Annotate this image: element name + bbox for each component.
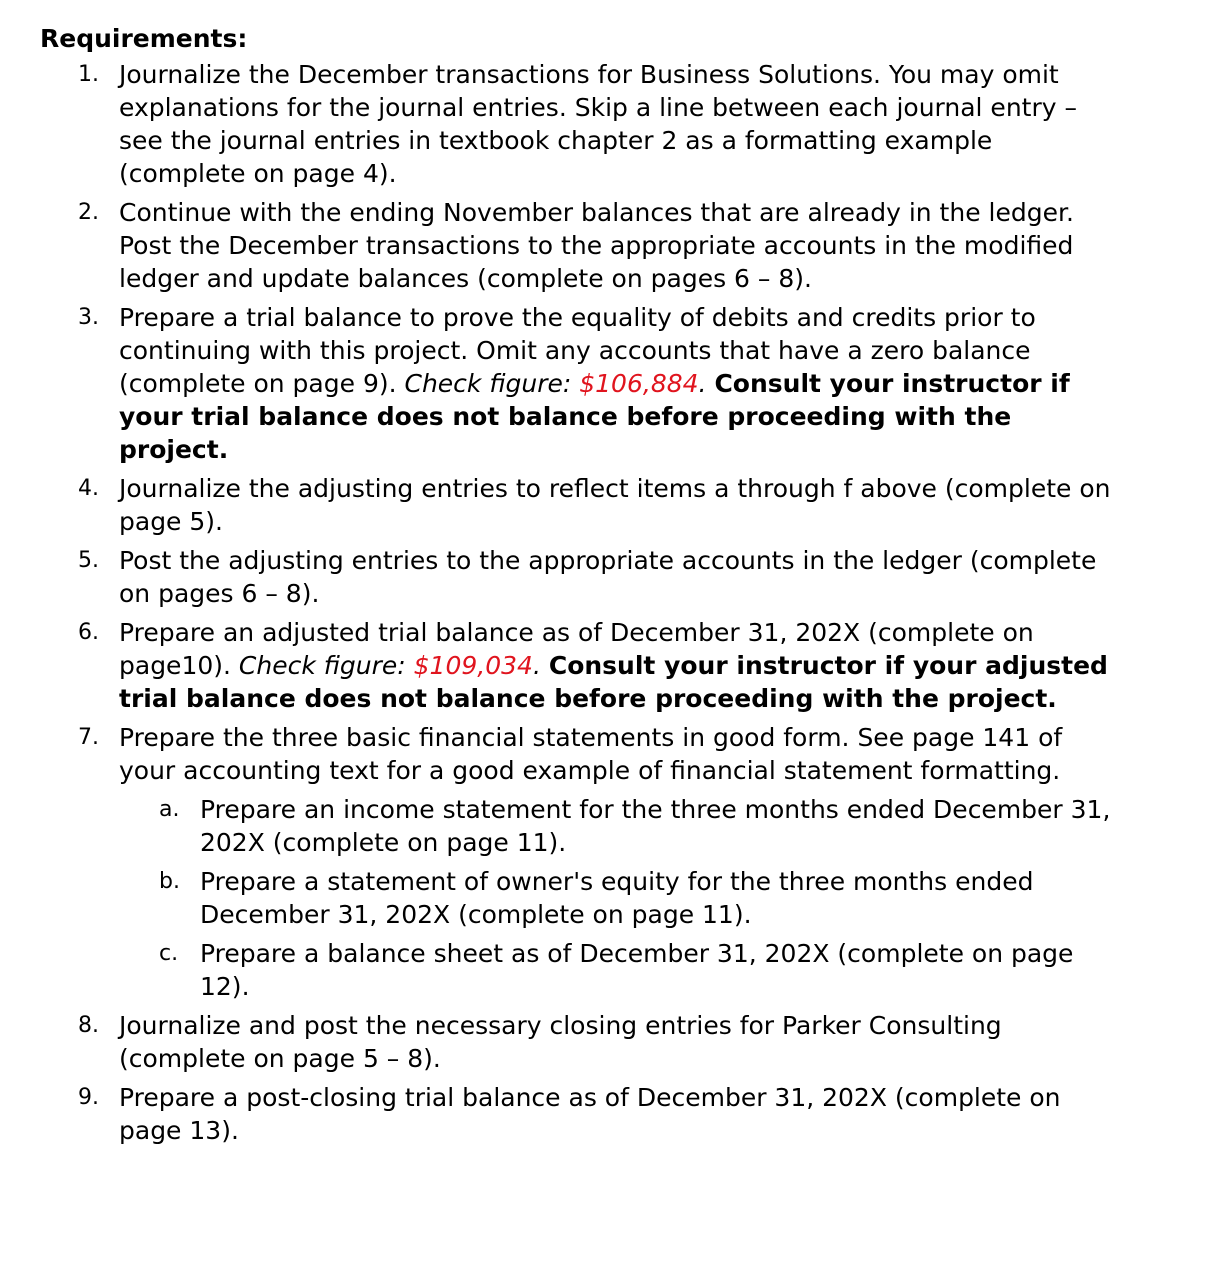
requirements-heading: Requirements:	[40, 24, 248, 53]
item-text: Journalize and post the necessary closing entries for Parker Consulting (complete on page 5 – 8).	[119, 1011, 1002, 1073]
item-number: 9.	[78, 1085, 99, 1110]
item-number: 6.	[78, 620, 99, 645]
requirement-item-2	[40, 196, 1119, 295]
item-text: Prepare an adjusted trial balance as of December 31, 202X (complete on page10).	[119, 618, 1034, 680]
check-figure-end: .	[698, 369, 715, 398]
requirement-item-5	[40, 544, 1119, 610]
requirements-list	[40, 58, 1230, 1147]
item-text: Prepare a trial balance to prove the equality of debits and credits prior to continuing with this project. Omit any accounts that have a zero balance (complete on page 9).	[119, 303, 1036, 398]
sub-item-text: Prepare a balance sheet as of December 31, 202X (complete on page 12).	[200, 939, 1074, 1001]
check-figure-value: $106,884	[579, 369, 699, 398]
sub-item-text: Prepare a statement of owner's equity for the three months ended December 31, 202X (complete on page 11).	[200, 867, 1034, 929]
sub-item-text: Prepare an income statement for the three months ended December 31, 202X (complete on page 11).	[200, 795, 1111, 857]
check-figure-label: Check figure:	[404, 369, 580, 398]
sub-requirement-c	[119, 937, 1119, 1003]
item-text: Prepare a post-closing trial balance as of December 31, 202X (complete on page 13).	[119, 1083, 1061, 1145]
sub-requirements-list	[119, 793, 1119, 1003]
requirement-item-8	[40, 1009, 1119, 1075]
item-text: Journalize the December transactions for Business Solutions. You may omit explanations for the journal entries. Skip a line between each journal entry – see the journal entries in textbook chapter 2 as a formatting example (complete on page 4).	[119, 60, 1077, 188]
item-number: 8.	[78, 1013, 99, 1038]
requirement-item-7	[40, 721, 1119, 1003]
item-number: 5.	[78, 548, 99, 573]
check-figure-end: .	[532, 651, 549, 680]
item-number: 4.	[78, 476, 99, 501]
check-figure-value: $109,034	[413, 651, 533, 680]
sub-item-label: b.	[159, 869, 180, 894]
sub-requirement-a	[119, 793, 1119, 859]
item-number: 7.	[78, 725, 99, 750]
item-number: 2.	[78, 200, 99, 225]
consult-instructor-note: Consult your instructor if your adjusted trial balance does not balance before proceeding with the project.	[119, 651, 1108, 713]
sub-requirement-b	[119, 865, 1119, 931]
requirement-item-6	[40, 616, 1119, 715]
consult-instructor-note: Consult your instructor if your trial balance does not balance before proceeding with the project.	[119, 369, 1070, 464]
sub-item-label: c.	[159, 941, 179, 966]
requirement-item-3	[40, 301, 1119, 466]
check-figure-label: Check figure:	[238, 651, 414, 680]
requirement-item-4	[40, 472, 1119, 538]
item-text: Journalize the adjusting entries to reflect items a through f above (complete on page 5).	[119, 474, 1111, 536]
sub-item-label: a.	[159, 797, 180, 822]
requirement-item-9	[40, 1081, 1119, 1147]
item-number: 1.	[78, 62, 99, 87]
item-text: Prepare the three basic financial statements in good form. See page 141 of your accounting text for a good example of financial statement formatting.	[119, 723, 1063, 785]
item-number: 3.	[78, 305, 99, 330]
requirement-item-1	[40, 58, 1119, 190]
item-text: Continue with the ending November balances that are already in the ledger. Post the December transactions to the appropriate accounts in the modified ledger and update balances (complete on pages 6 – 8).	[119, 198, 1074, 293]
item-text: Post the adjusting entries to the appropriate accounts in the ledger (complete on pages 6 – 8).	[119, 546, 1097, 608]
